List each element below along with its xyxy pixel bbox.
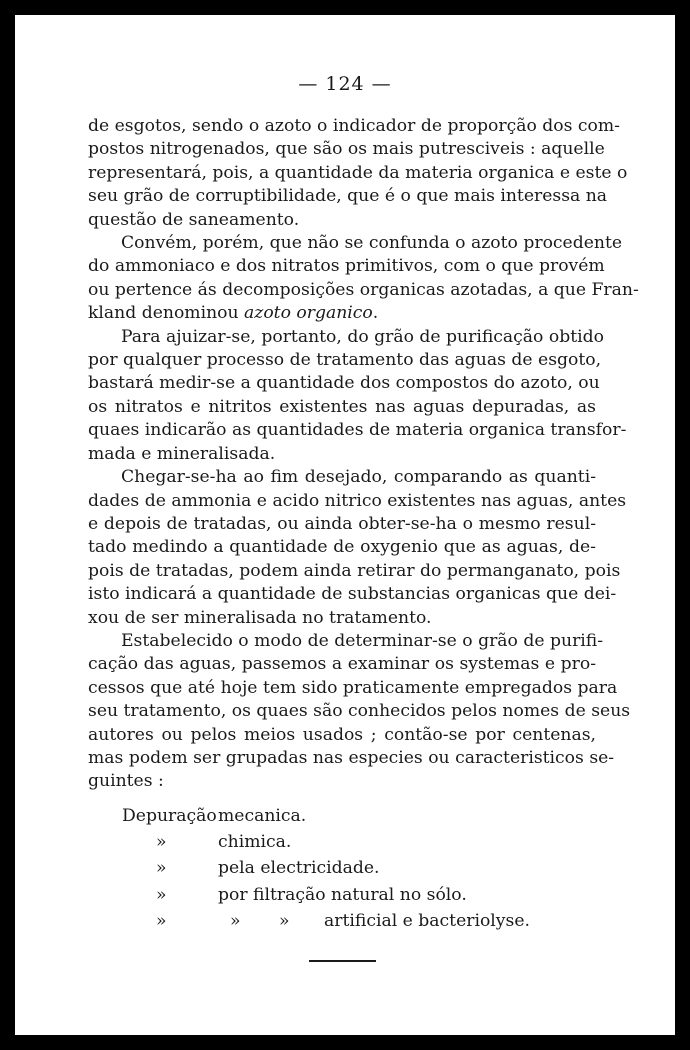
text-line: seu grão de corruptibilidade, que é o que mais interessa na <box>88 186 608 207</box>
ditto-mark: » <box>156 884 167 905</box>
ditto-mark: » <box>156 858 167 879</box>
text-line: representará, pois, a quantidade da materia organica e este o <box>88 162 628 183</box>
text-line: postos nitrogenados, que são os mais putresciveis : aquelle <box>88 139 605 160</box>
text-line: questão de saneamento. <box>88 209 300 230</box>
list-item <box>122 829 622 855</box>
text-line: bastará medir-se a quantidade dos compostos do azoto, ou <box>88 373 600 394</box>
list-item <box>122 855 622 881</box>
list-item-text: por filtração natural no sólo. <box>218 884 467 905</box>
text-line: do ammoniaco e dos nitratos primitivos, com o que provém <box>88 256 605 277</box>
text-line: ou pertence ás decomposições organicas azotadas, a que Fran- <box>88 279 639 300</box>
list-item-text: chimica. <box>218 832 292 853</box>
paragraph-4 <box>88 466 627 630</box>
text-line: por qualquer processo de tratamento das aguas de esgoto, <box>88 350 602 371</box>
body-text <box>88 115 639 794</box>
text-line: mas podem ser grupadas nas especies ou caracteristicos se- <box>88 747 615 768</box>
ditto-mark: » <box>156 910 167 931</box>
end-rule <box>309 960 376 962</box>
text-line: Convém, porém, que não se confunda o azoto procedente <box>121 233 623 254</box>
text-line: cessos que até hoje tem sido praticamente empregados para <box>88 677 618 698</box>
purification-methods-list <box>122 803 622 934</box>
text-line: xou de ser mineralisada no tratamento. <box>88 607 432 628</box>
page-number: — 124 — <box>298 73 392 95</box>
paragraph-5 <box>88 630 631 794</box>
text-line: os nitratos e nitritos existentes nas aguas depuradas, as <box>88 396 596 417</box>
text-fragment: . <box>372 303 379 324</box>
text-line <box>88 302 596 325</box>
list-label: Depuração <box>122 806 217 826</box>
paragraph-3 <box>88 326 627 466</box>
ditto-mark: » <box>279 910 290 931</box>
list-item-text: pela electricidade. <box>218 858 380 879</box>
text-line: e depois de tratadas, ou ainda obter-se-ha o mesmo resul- <box>88 513 596 534</box>
ditto-mark: » <box>230 910 241 931</box>
text-line: cação das aguas, passemos a examinar os systemas e pro- <box>88 654 596 675</box>
text-line: quaes indicarão as quantidades de materia organica transfor- <box>88 420 627 441</box>
text-line: Chegar-se-ha ao fim desejado, comparando as quanti- <box>121 467 596 488</box>
text-fragment: kland denominou <box>88 303 245 324</box>
paragraph-1 <box>88 115 628 232</box>
text-line: pois de tratadas, podem ainda retirar do permanganato, pois <box>88 560 621 581</box>
text-line: guintes : <box>88 771 164 792</box>
text-line: mada e mineralisada. <box>88 443 276 464</box>
list-item <box>122 908 622 934</box>
ditto-mark: » <box>156 832 167 853</box>
text-line: tado medindo a quantidade de oxygenio que as aguas, de- <box>88 537 596 558</box>
italic-term: azoto organico <box>244 303 373 324</box>
text-line: Estabelecido o modo de determinar-se o grão de purifi- <box>121 630 604 651</box>
list-item-text: mecanica. <box>218 806 307 826</box>
list-item <box>122 882 622 908</box>
text-line: autores ou pelos meios usados ; contão-se por centenas, <box>88 724 596 745</box>
paragraph-2 <box>88 232 639 326</box>
text-line: de esgotos, sendo o azoto o indicador de proporção dos com- <box>88 116 620 136</box>
text-line: dades de ammonia e acido nitrico existentes nas aguas, antes <box>88 490 627 511</box>
book-page <box>15 15 675 1035</box>
list-item <box>122 803 622 829</box>
text-line: seu tratamento, os quaes são conhecidos pelos nomes de seus <box>88 701 631 722</box>
text-line: Para ajuizar-se, portanto, do grão de purificação obtido <box>121 326 604 347</box>
list-item-text: artificial e bacteriolyse. <box>324 910 530 931</box>
text-line: isto indicará a quantidade de substancias organicas que dei- <box>88 584 617 605</box>
